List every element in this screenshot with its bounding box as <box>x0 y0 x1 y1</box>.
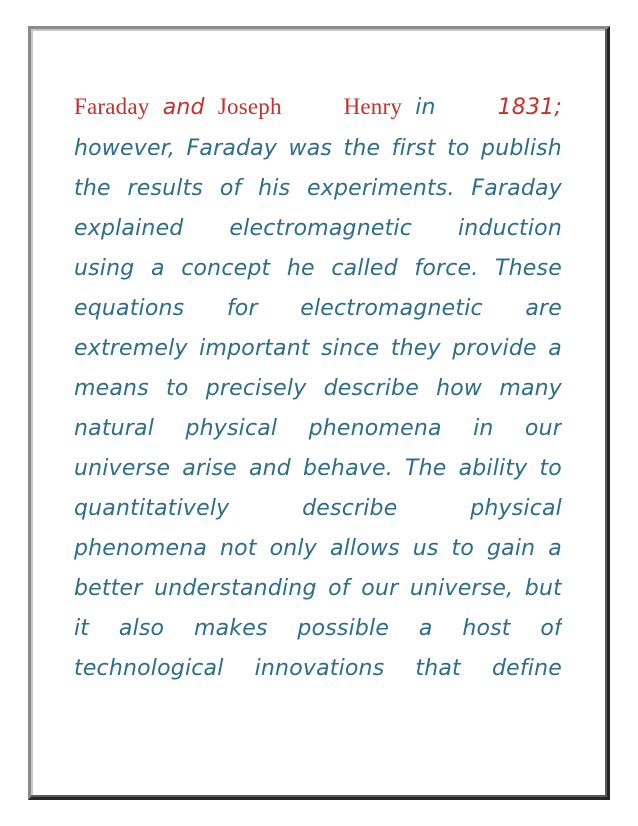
word: the <box>74 176 111 201</box>
word: called <box>331 256 398 281</box>
text-line-14 <box>74 609 562 649</box>
name-faraday: Faraday <box>74 94 150 119</box>
word: how <box>436 376 483 401</box>
word: physical <box>185 416 278 441</box>
word: universe <box>74 456 171 481</box>
word: many <box>499 376 562 401</box>
text-line-1 <box>74 85 562 129</box>
word: host <box>462 616 511 641</box>
text-line-4 <box>74 209 562 249</box>
word: our <box>524 416 562 441</box>
word: they <box>390 336 441 361</box>
name-joseph: Joseph <box>217 94 282 119</box>
word: to <box>447 136 470 161</box>
word: are <box>525 296 562 321</box>
text-line-10 <box>74 449 562 489</box>
word: our <box>361 576 399 601</box>
word: electromagnetic <box>229 216 413 241</box>
text-line-2 <box>74 129 562 169</box>
word: us <box>412 536 439 561</box>
word: physical <box>470 496 562 521</box>
word: describe <box>323 376 419 401</box>
word: induction <box>457 216 562 241</box>
word: experiments. <box>307 176 455 201</box>
word: of <box>540 616 562 641</box>
word: a <box>418 616 433 641</box>
word: ability <box>458 456 528 481</box>
word: The <box>404 456 447 481</box>
word: phenomena <box>308 416 442 441</box>
word: not <box>220 536 257 561</box>
word: and <box>248 456 291 481</box>
word: of <box>219 176 242 201</box>
word: technological <box>74 656 224 681</box>
word: to <box>166 376 189 401</box>
word: describe <box>302 496 398 521</box>
word: force. <box>414 256 479 281</box>
word: also <box>118 616 165 641</box>
text-line-3 <box>74 169 562 209</box>
word: universe, <box>409 576 514 601</box>
name-henry: Henry <box>343 94 403 119</box>
text-line-9 <box>74 409 562 449</box>
word: in <box>473 416 494 441</box>
word: publish <box>481 136 562 161</box>
word: define <box>491 656 562 681</box>
word: however, <box>74 136 176 161</box>
text-line-12 <box>74 529 562 569</box>
word: behave. <box>303 456 393 481</box>
word: but <box>524 576 562 601</box>
word: phenomena <box>74 536 208 561</box>
word: to <box>539 456 562 481</box>
word: concept <box>181 256 271 281</box>
text-line-11 <box>74 489 562 529</box>
word: important <box>199 336 310 361</box>
word: only <box>269 536 317 561</box>
word: was <box>288 136 333 161</box>
word: innovations <box>254 656 385 681</box>
word: a <box>150 256 165 281</box>
document-body <box>74 85 562 689</box>
word: better <box>74 576 143 601</box>
text-line-6 <box>74 289 562 329</box>
word: possible <box>297 616 390 641</box>
word: the <box>343 136 381 161</box>
word: a <box>548 536 562 561</box>
word: arise <box>182 456 237 481</box>
word: electromagnetic <box>300 296 483 321</box>
word: These <box>495 256 562 281</box>
text-line-8 <box>74 369 562 409</box>
year-1831: 1831; <box>497 95 562 120</box>
word: Faraday <box>186 136 278 161</box>
word-in: in <box>415 95 436 120</box>
word: provide <box>452 336 537 361</box>
word: of <box>328 576 350 601</box>
word: using <box>74 256 135 281</box>
word: he <box>286 256 315 281</box>
text-line-5 <box>74 249 562 289</box>
word: Faraday <box>471 176 562 201</box>
word: precisely <box>205 376 307 401</box>
word: results <box>127 176 204 201</box>
text-line-13 <box>74 569 562 609</box>
word: extremely <box>74 336 188 361</box>
text-line-7 <box>74 329 562 369</box>
word: for <box>226 296 258 321</box>
word: makes <box>194 616 268 641</box>
word: quantitatively <box>74 496 230 521</box>
word: gain <box>486 536 536 561</box>
word: his <box>258 176 291 201</box>
word: a <box>548 336 562 361</box>
word-and: and <box>162 95 205 120</box>
word: it <box>74 616 90 641</box>
word: since <box>321 336 380 361</box>
word: allows <box>329 536 400 561</box>
word: natural <box>74 416 155 441</box>
word: means <box>74 376 149 401</box>
word: explained <box>74 216 184 241</box>
word: first <box>391 136 436 161</box>
word: to <box>451 536 475 561</box>
word: understanding <box>154 576 317 601</box>
word: equations <box>74 296 185 321</box>
word: that <box>415 656 461 681</box>
text-line-15 <box>74 649 562 689</box>
